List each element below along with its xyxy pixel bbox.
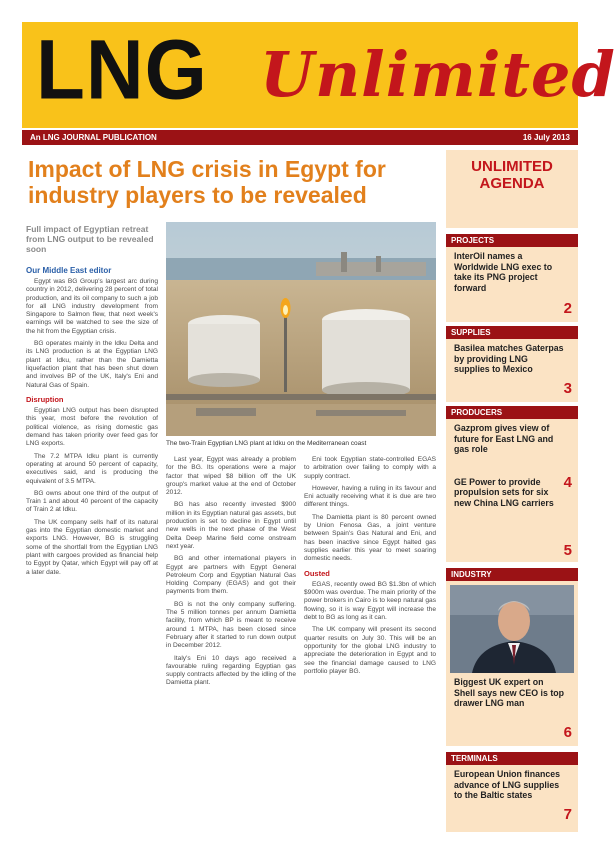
subheading-disruption: Disruption bbox=[26, 394, 64, 404]
article-column-3 bbox=[304, 456, 436, 680]
paragraph: The Damietta plant is 80 percent owned by Union Fenosa Gas, a joint venture between Spain's Gas Natural and Eni, and has been inactive since Egypt halted gas supplies earlier this year to meet soaring domestic needs. bbox=[304, 513, 436, 563]
article-standfirst: Full impact of Egyptian retreat from LNG output to be revealed soon bbox=[26, 224, 154, 254]
section-heading: PRODUCERS bbox=[446, 406, 578, 419]
agenda-title: UNLIMITED AGENDA bbox=[471, 158, 553, 192]
section-supplies bbox=[446, 326, 578, 402]
page-number: 6 bbox=[563, 724, 572, 741]
page-number: 2 bbox=[563, 300, 572, 317]
page-number: 3 bbox=[563, 380, 572, 397]
agenda-item-text: Biggest UK expert on Shell says new CEO is top drawer LNG man bbox=[454, 677, 564, 708]
paragraph: BG operates mainly in the Idku Delta and its LNG production is at the Egyptian LNG plant at Idku, rather than the Damietta liquefaction plant that has been shut down and involves BP of the UK, Italy's Eni and Natural Gas of Spain. bbox=[26, 340, 158, 389]
photo-caption: The two-Train Egyptian LNG plant at Idku on the Mediterranean coast bbox=[166, 440, 367, 447]
section-heading: INDUSTRY bbox=[446, 568, 578, 581]
paragraph: BG and other international players in Egypt are partners with Egypt General Petroleum Corp and Egyptian Natural Gas Holding Company (EGAS) and got their payments from them. bbox=[166, 555, 296, 596]
agenda-item-text: GE Power to provide propulsion sets for six new China LNG carriers bbox=[454, 476, 554, 508]
paragraph: Italy's Eni 10 days ago received a favourable ruling regarding Egyptian gas supply contracts affected by the idling of the Damietta plant. bbox=[166, 654, 296, 687]
page-number: 4 bbox=[563, 474, 572, 491]
agenda-item-text: InterOil names a Worldwide LNG exec to take its PNG project forward bbox=[454, 251, 553, 293]
agenda-item-text: Gazprom gives view of future for East LNG and gas role bbox=[454, 423, 554, 454]
paragraph: Egyptian LNG output has been disrupted this year, most before the revolution of political violence, as rising domestic gas demand has taken priority over feed gas for LNG exports. bbox=[26, 407, 158, 448]
paragraph: The UK company sells half of its natural gas into the Egyptian domestic market and exports LNG. However, BG is struggling some of the shortfall from the Egyptian LNG plant with cargoes provided as financial help to Egypt by Qatar, which Egypt will pay off at a later date. bbox=[26, 518, 158, 576]
publication-date: 16 July 2013 bbox=[522, 133, 570, 142]
agenda-header bbox=[446, 150, 578, 228]
paragraph: However, having a ruling in its favour and Eni actually receiving what it is due are two different things. bbox=[304, 484, 436, 509]
section-terminals bbox=[446, 752, 578, 832]
agenda-item-text: Basilea matches Gaterpas by providing LNG supplies to Mexico bbox=[454, 343, 564, 374]
agenda-item[interactable] bbox=[446, 339, 578, 375]
section-heading: SUPPLIES bbox=[446, 326, 578, 339]
page-number: 5 bbox=[563, 542, 572, 559]
page-number: 7 bbox=[563, 806, 572, 823]
lng-plant-photo bbox=[166, 222, 436, 436]
article-headline: Impact of LNG crisis in Egypt for industry players to be revealed bbox=[28, 156, 386, 208]
paragraph: BG owns about one third of the output of Train 1 and about 40 percent of the capacity of Train 2 at Idku. bbox=[26, 489, 158, 514]
portrait-illustration bbox=[450, 585, 574, 673]
article-column-2 bbox=[166, 456, 296, 692]
agenda-item[interactable] bbox=[446, 673, 578, 709]
masthead-lng-title: LNG bbox=[36, 22, 208, 117]
agenda-item[interactable] bbox=[446, 473, 578, 509]
section-industry bbox=[446, 568, 578, 746]
paragraph: EGAS, recently owed BG $1.3bn of which $900m was overdue. The main priority of the power brokers in Cairo is to keep natural gas flowing, so it is way Egypt will increase the debt to BG as long as it can. bbox=[304, 580, 436, 622]
paragraph: BG is not the only company suffering. The 5 million tonnes per annum Damietta facility, from which BP is meant to receive around 1 MTPA, has been closed since February after it started to run down output in December 2012. bbox=[166, 600, 296, 650]
article-byline: Our Middle East editor bbox=[26, 266, 112, 275]
newsletter-page bbox=[22, 22, 616, 832]
publication-name: An LNG JOURNAL PUBLICATION bbox=[30, 133, 157, 142]
agenda-item[interactable] bbox=[446, 419, 578, 455]
paragraph: The 7.2 MTPA Idku plant is currently operating at around 50 percent of capacity, executives said, and is producing the equivalent of 3.5 MTPA. bbox=[26, 452, 158, 485]
paragraph: Eni took Egyptian state-controlled EGAS to arbitration over failing to comply with a supply contract. bbox=[304, 456, 436, 480]
lng-plant-illustration bbox=[166, 222, 436, 436]
paragraph: BG has also recently invested $900 million in its Egyptian natural gas assets, but production is set to decline in Egypt until new wells in the next phase of the West Delta Deep Marine field come onstream next year. bbox=[166, 501, 296, 550]
section-projects bbox=[446, 234, 578, 322]
agenda-item[interactable] bbox=[446, 247, 578, 293]
section-producers bbox=[446, 406, 578, 562]
main-article bbox=[22, 150, 438, 832]
paragraph: Last year, Egypt was already a problem for the BG. Its operations were a major factor that wiped $8 billion off the UK group's market value at the end of October 2012. bbox=[166, 456, 296, 497]
masthead bbox=[22, 22, 616, 128]
paragraph: The UK company will present its second quarter results on July 30. This will be an opportunity for the global LNG industry to appreciate the deterioration in Egypt and to see the financial damage caused to LNG portfolio player BG. bbox=[304, 626, 436, 675]
agenda-sidebar bbox=[446, 150, 578, 832]
paragraph: Egypt was BG Group's largest arc during country in 2012, delivering 28 percent of total production, and its oil company to such a job for all LNG industry development from Singapore to Salmon flew, that next week's earnings will be watched to see the size of the hit from the Egyptian crisis. bbox=[26, 278, 158, 335]
masthead-unlimited-title: Unlimited bbox=[260, 38, 616, 111]
agenda-item-text: European Union finances advance of LNG supplies to the Baltic states bbox=[454, 769, 561, 800]
article-column-1 bbox=[26, 278, 158, 581]
agenda-item[interactable] bbox=[446, 765, 578, 801]
publication-bar bbox=[22, 130, 578, 145]
executive-portrait bbox=[450, 585, 574, 673]
subheading-ousted: Ousted bbox=[304, 568, 330, 578]
section-heading: TERMINALS bbox=[446, 752, 578, 765]
section-heading: PROJECTS bbox=[446, 234, 578, 247]
